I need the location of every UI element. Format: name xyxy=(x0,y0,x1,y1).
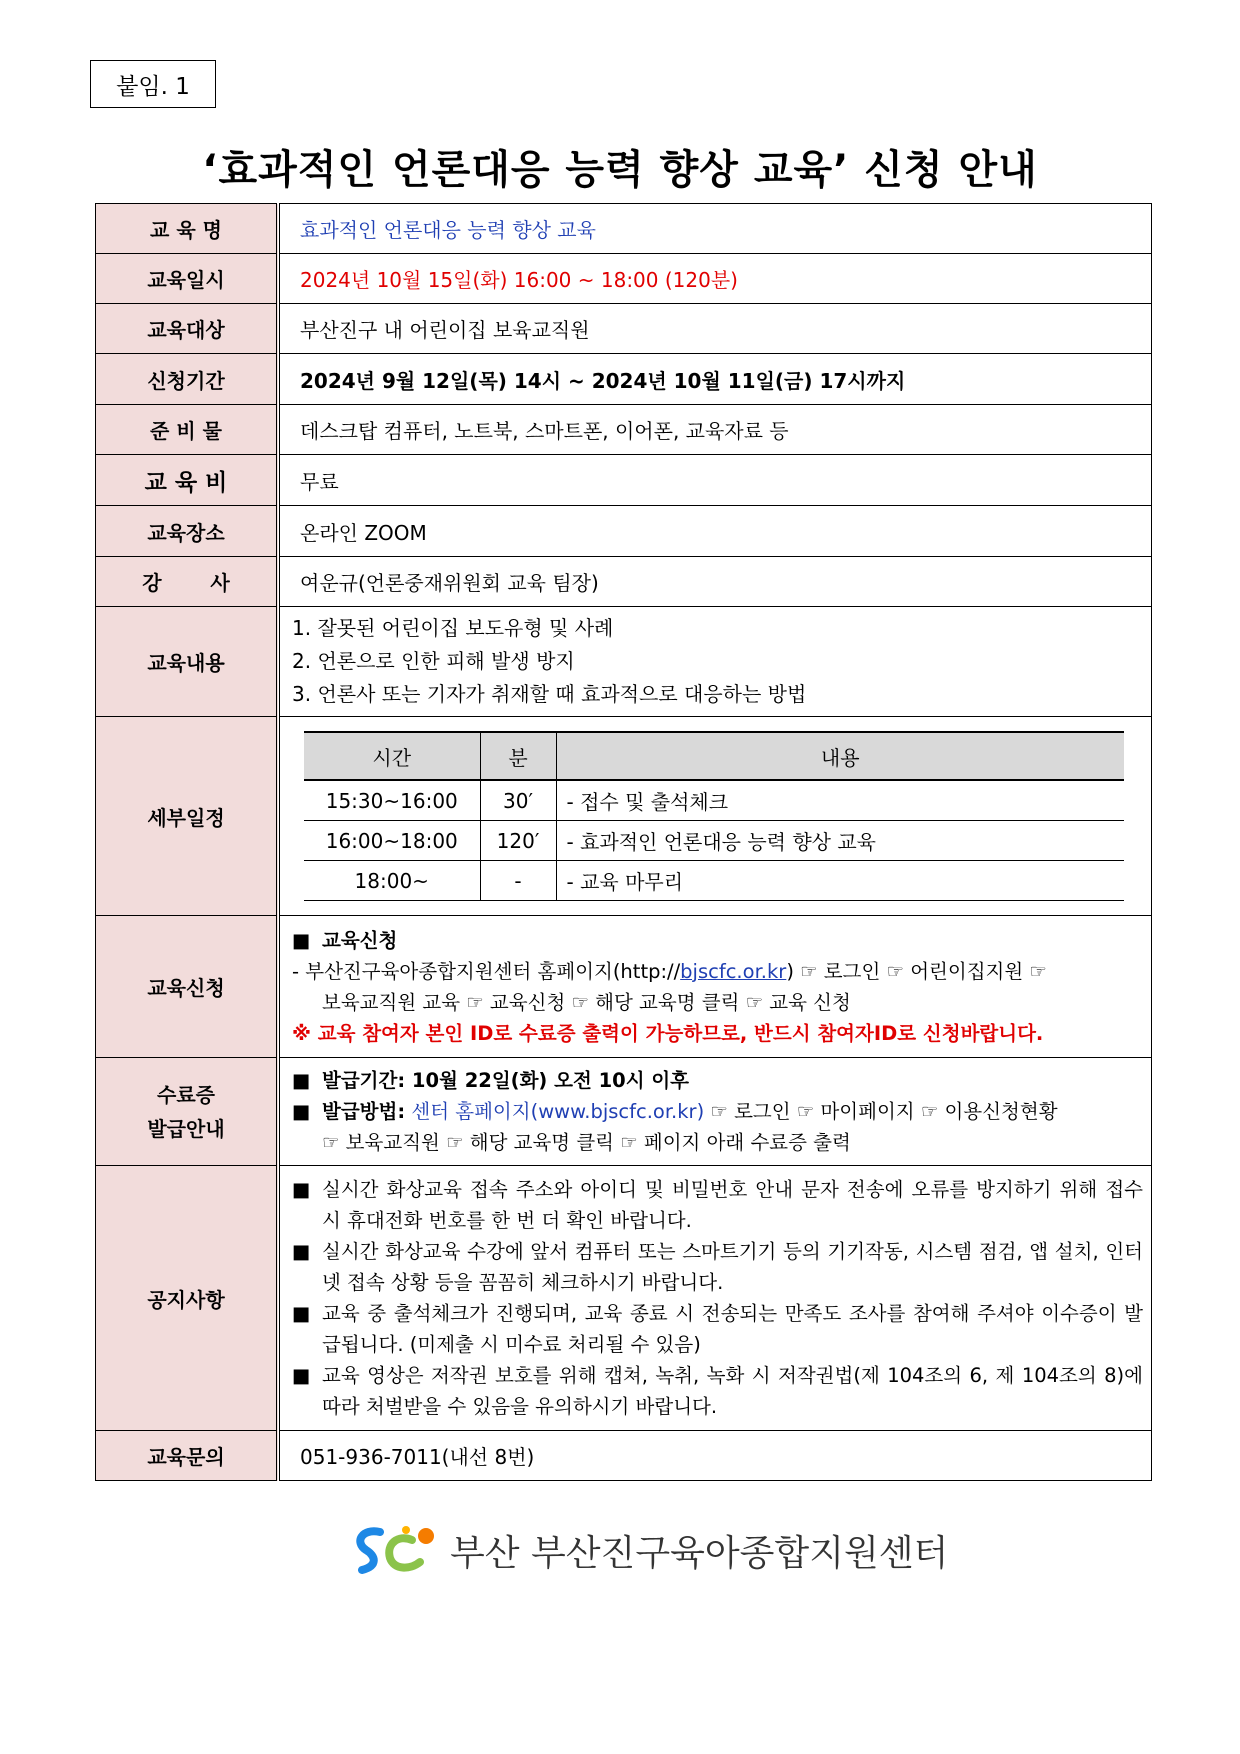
label-place: 교육장소 xyxy=(96,506,279,557)
row-schedule xyxy=(96,717,1152,916)
label-lecturer: 강 사 xyxy=(96,557,279,607)
schedule-min: 120′ xyxy=(480,821,556,861)
footer-org-name: 부산 부산진구육아종합지원센터 xyxy=(450,1532,949,1574)
bullet-square-icon: ■ xyxy=(292,1100,311,1123)
row-content xyxy=(96,607,1152,717)
schedule-header-time: 시간 xyxy=(304,732,480,780)
label-inquiry: 교육문의 xyxy=(96,1431,279,1481)
schedule-desc: - 효과적인 언론대응 능력 향상 교육 xyxy=(556,821,1124,861)
content-item: 3. 언론사 또는 기자가 취재할 때 효과적으로 대응하는 방법 xyxy=(292,682,807,706)
notice-item: 실시간 화상교육 수강에 앞서 컴퓨터 또는 스마트기기 등의 기기작동, 시스템 점검, 앱 설치, 인터넷 접속 상황 등을 꼼꼼히 체크하시기 바랍니다. xyxy=(322,1240,1143,1294)
apply-line1: - 부산진구육아종합지원센터 홈페이지(http:// xyxy=(292,959,681,983)
value-fee: 무료 xyxy=(278,455,1152,506)
value-inquiry: 051-936-7011(내선 8번) xyxy=(278,1431,1152,1481)
label-content: 교육내용 xyxy=(96,607,279,717)
schedule-min: - xyxy=(480,861,556,901)
schedule-desc: - 접수 및 출석체크 xyxy=(556,780,1124,821)
row-lecturer xyxy=(96,557,1152,607)
schedule-time: 18:00~ xyxy=(304,861,480,901)
label-certificate-1: 수료증 xyxy=(157,1082,215,1107)
label-date: 교육일시 xyxy=(96,254,279,304)
row-fee xyxy=(96,455,1152,506)
row-period xyxy=(96,354,1152,405)
footer xyxy=(350,1520,948,1580)
label-fee: 교 육 비 xyxy=(96,455,279,506)
schedule-header-min: 분 xyxy=(480,732,556,780)
schedule-time: 15:30~16:00 xyxy=(304,780,480,821)
apply-line1b: ) ☞ 로그인 ☞ 어린이집지원 ☞ xyxy=(786,959,1047,983)
table-row xyxy=(304,821,1124,861)
notice-item: 교육 중 출석체크가 진행되며, 교육 종료 시 전송되는 만족도 조사를 참여해 주셔야 이수증이 발급됩니다. (미제출 시 미수료 처리될 수 있음) xyxy=(322,1302,1143,1356)
apply-heading: 교육신청 xyxy=(322,928,398,952)
table-row xyxy=(304,861,1124,901)
row-date xyxy=(96,254,1152,304)
label-name: 교 육 명 xyxy=(96,204,279,254)
apply-warning: ※ 교육 참여자 본인 ID로 수료증 출력이 가능하므로, 반드시 참여자ID로 신청바랍니다. xyxy=(292,1021,1044,1045)
row-apply xyxy=(96,916,1152,1058)
attachment-label: 붙임. 1 xyxy=(90,60,216,108)
certificate-method-label: 발급방법: xyxy=(322,1100,406,1123)
label-schedule: 세부일정 xyxy=(96,717,279,916)
schedule-header-desc: 내용 xyxy=(556,732,1124,780)
label-period: 신청기간 xyxy=(96,354,279,405)
notice-item: 교육 영상은 저작권 보호를 위해 캡쳐, 녹취, 녹화 시 저작권법(제 104조의 6, 제 104조의 8)에 따라 처벌받을 수 있음을 유의하시기 바랍니다. xyxy=(322,1364,1143,1418)
value-place: 온라인 ZOOM xyxy=(278,506,1152,557)
label-notice: 공지사항 xyxy=(96,1166,279,1431)
bullet-square-icon: ■ xyxy=(292,1302,311,1325)
value-period: 2024년 9월 12일(목) 14시 ~ 2024년 10월 11일(금) 17시까지 xyxy=(278,354,1152,405)
certificate-method-rest: ☞ 로그인 ☞ 마이페이지 ☞ 이용신청현황 xyxy=(710,1100,1058,1123)
value-lecturer: 여운규(언론중재위원회 교육 팀장) xyxy=(278,557,1152,607)
bullet-square-icon: ■ xyxy=(292,1240,311,1263)
table-row xyxy=(304,780,1124,821)
row-certificate xyxy=(96,1058,1152,1166)
value-date: 2024년 10월 15일(화) 16:00 ~ 18:00 (120분) xyxy=(278,254,1152,304)
value-name: 효과적인 언론대응 능력 향상 교육 xyxy=(278,204,1152,254)
value-target: 부산진구 내 어린이집 보육교직원 xyxy=(278,304,1152,354)
bullet-square-icon: ■ xyxy=(292,1364,311,1387)
row-target xyxy=(96,304,1152,354)
content-item: 2. 언론으로 인한 피해 발생 방지 xyxy=(292,649,575,673)
value-prep: 데스크탑 컴퓨터, 노트북, 스마트폰, 이어폰, 교육자료 등 xyxy=(278,405,1152,455)
apply-line2: 보육교직원 교육 ☞ 교육신청 ☞ 해당 교육명 클릭 ☞ 교육 신청 xyxy=(322,990,851,1014)
row-notice xyxy=(96,1166,1152,1431)
row-name xyxy=(96,204,1152,254)
info-table xyxy=(95,203,1152,1481)
certificate-period: 발급기간: 10월 22일(화) 오전 10시 이후 xyxy=(322,1069,690,1092)
label-apply: 교육신청 xyxy=(96,916,279,1058)
schedule-table xyxy=(304,731,1124,901)
certificate-method-line2: ☞ 보육교직원 ☞ 해당 교육명 클릭 ☞ 페이지 아래 수료증 출력 xyxy=(322,1131,851,1154)
schedule-time: 16:00~18:00 xyxy=(304,821,480,861)
schedule-min: 30′ xyxy=(480,780,556,821)
apply-homepage-link[interactable]: bjscfc.or.kr xyxy=(680,959,787,983)
bullet-square-icon: ■ xyxy=(292,928,311,952)
notice-item: 실시간 화상교육 접속 주소와 아이디 및 비밀번호 안내 문자 전송에 오류를 방지하기 위해 접수 시 휴대전화 번호를 한 번 더 확인 바랍니다. xyxy=(322,1178,1143,1232)
bullet-square-icon: ■ xyxy=(292,1178,311,1201)
bullet-square-icon: ■ xyxy=(292,1069,311,1092)
bjscfc-logo-icon xyxy=(350,1520,440,1580)
label-certificate-2: 발급안내 xyxy=(147,1116,225,1141)
row-place xyxy=(96,506,1152,557)
label-prep: 준 비 물 xyxy=(96,405,279,455)
certificate-homepage-link[interactable]: 센터 홈페이지(www.bjscfc.or.kr) xyxy=(411,1100,705,1123)
row-prep xyxy=(96,405,1152,455)
label-target: 교육대상 xyxy=(96,304,279,354)
content-item: 1. 잘못된 어린이집 보도유형 및 사례 xyxy=(292,616,614,640)
schedule-desc: - 교육 마무리 xyxy=(556,861,1124,901)
page-title: ‘효과적인 언론대응 능력 향상 교육’ 신청 안내 xyxy=(202,147,1038,193)
row-inquiry xyxy=(96,1431,1152,1481)
